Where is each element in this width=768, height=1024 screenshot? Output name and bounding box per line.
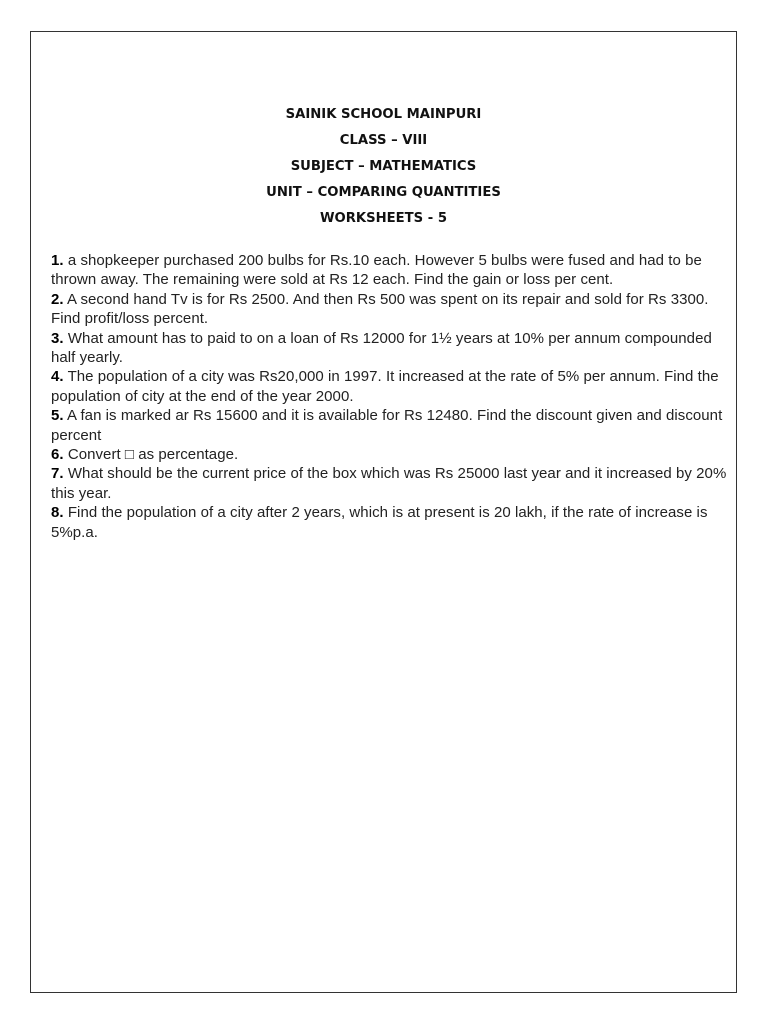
question-number: 8. <box>51 504 64 522</box>
worksheet-header <box>31 102 736 232</box>
question-number: 7. <box>51 465 64 483</box>
question-text: The population of a city was Rs20,000 in 1997. It increased at the rate of 5% per annum. Find the population of city at the end of the year 2000. <box>51 368 719 405</box>
unit-label: UNIT – COMPARING QUANTITIES <box>266 185 501 200</box>
question-6 <box>51 445 731 464</box>
question-2 <box>51 290 731 329</box>
question-text: A second hand Tv is for Rs 2500. And then Rs 500 was spent on its repair and sold for Rs 3300. Find profit/loss percent. <box>51 290 709 328</box>
question-number: 1. <box>51 252 64 269</box>
school-name: SAINIK SCHOOL MAINPURI <box>285 107 482 122</box>
question-7 <box>51 464 731 503</box>
class-label: CLASS – VIII <box>339 133 428 148</box>
question-text: What should be the current price of the box which was Rs 25000 last year and it increased by 20% this year. <box>51 465 727 502</box>
question-1 <box>51 251 731 290</box>
question-text: a shopkeeper purchased 200 bulbs for Rs.10 each. However 5 bulbs were fused and had to be thrown away. The remaining were sold at Rs 12 each. Find the gain or loss per cent. <box>51 252 702 289</box>
question-number: 6. <box>51 446 64 464</box>
question-number: 4. <box>51 368 64 386</box>
subject-label: SUBJECT – MATHEMATICS <box>290 159 477 174</box>
question-8 <box>51 503 731 542</box>
question-text: What amount has to paid to on a loan of Rs 12000 for 1½ years at 10% per annum compounded half yearly. <box>51 329 712 367</box>
question-5 <box>51 406 731 445</box>
worksheet-page <box>30 31 737 993</box>
question-number: 3. <box>51 329 64 347</box>
question-list <box>51 251 731 542</box>
question-number: 5. <box>51 407 64 425</box>
question-4 <box>51 367 731 406</box>
question-text: Convert □ as percentage. <box>63 446 239 464</box>
question-3 <box>51 329 731 368</box>
question-text: Find the population of a city after 2 years, which is at present is 20 lakh, if the rate of increase is 5%p.a. <box>51 504 708 541</box>
worksheet-label: WORKSHEETS - 5 <box>319 211 447 226</box>
question-number: 2. <box>51 290 64 308</box>
question-text: A fan is marked ar Rs 15600 and it is available for Rs 12480. Find the discount given and discount percent <box>51 407 723 444</box>
